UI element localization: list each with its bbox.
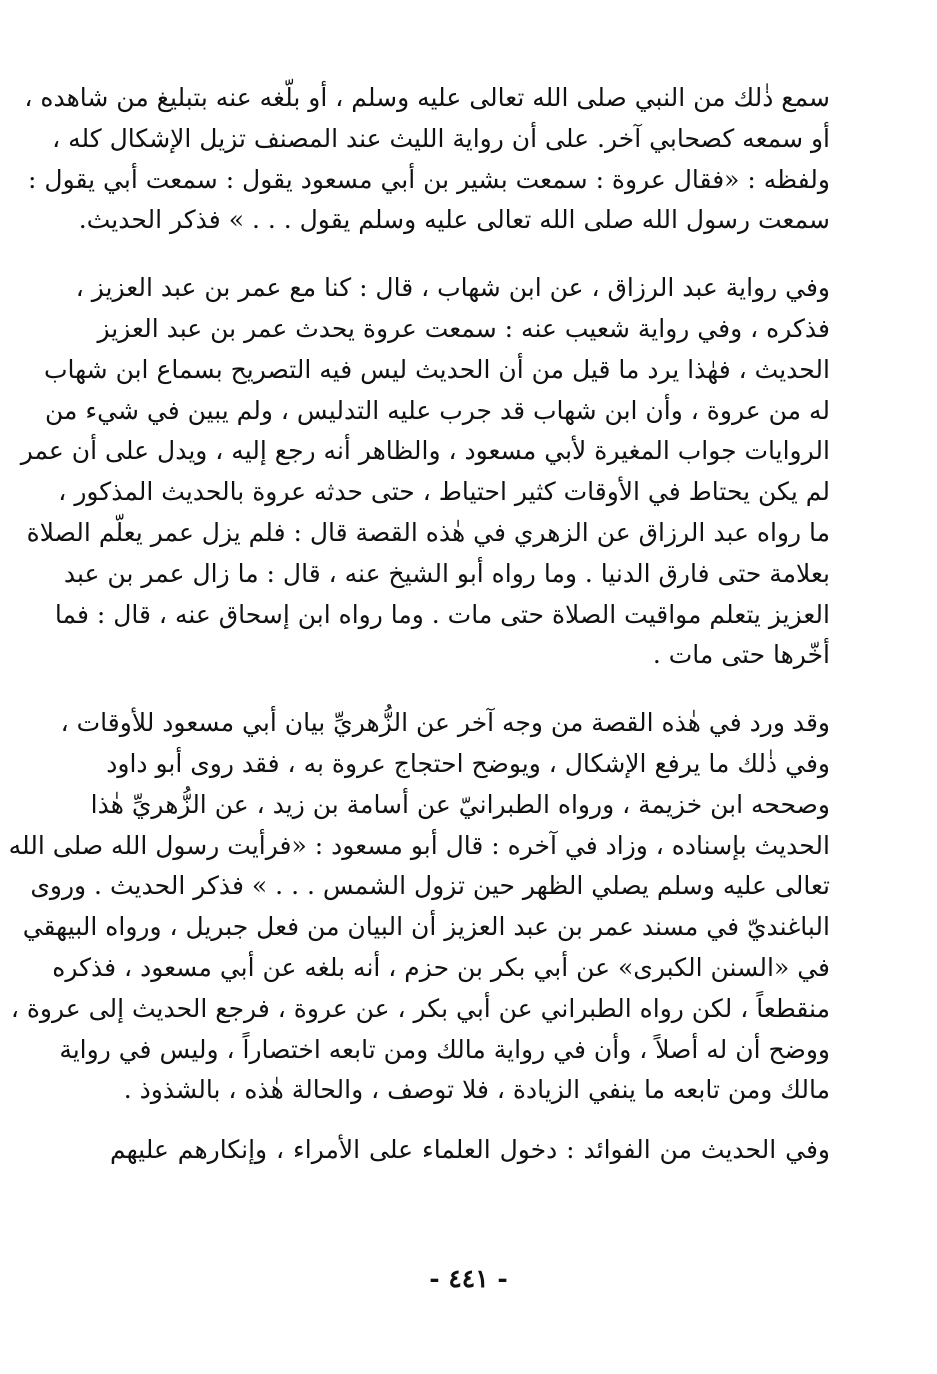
text-line: منقطعاً ، لكن رواه الطبراني عن أبي بكر ، عن عروة ، فرجع الحديث إلى عروة ، — [10, 993, 830, 1023]
page-body — [8, 78, 830, 1171]
text-line: الروايات جواب المغيرة لأبي مسعود ، والظاهر أنه رجع إليه ، ويدل على أن عمر — [20, 436, 830, 466]
page-number: - ٤٤١ - — [429, 1264, 508, 1293]
paragraph-1 — [24, 78, 830, 241]
paragraph-3 — [8, 703, 830, 1111]
text-line: الحديث بإسناده ، وزاد في آخره : قال أبو مسعود : «فرأيت رسول الله صلى الله — [8, 830, 830, 860]
text-line: أخّرها حتى مات . — [652, 640, 830, 670]
text-line: ووضح أن له أصلاً ، وأن في رواية مالك ومن تابعه اختصاراً ، وليس في رواية — [59, 1034, 830, 1064]
text-line: وصححه ابن خزيمة ، ورواه الطبرانيّ عن أسامة بن زيد ، عن الزُّهريِّ هٰذا — [90, 789, 830, 819]
text-line: وفي ذٰلك ما يرفع الإشكال ، ويوضح احتجاج عروة به ، فقد روى أبو داود — [106, 748, 830, 778]
text-line: تعالى عليه وسلم يصلي الظهر حين تزول الشمس . . . » فذكر الحديث . وروى — [30, 871, 830, 901]
text-line: العزيز يتعلم مواقيت الصلاة حتى مات . وما رواه ابن إسحاق عنه ، قال : فما — [54, 599, 830, 629]
text-line: مالك ومن تابعه ما ينفي الزيادة ، فلا توصف ، والحالة هٰذه ، بالشذوذ . — [123, 1075, 830, 1105]
paragraph-2 — [20, 268, 830, 676]
text-line: وقد ورد في هٰذه القصة من وجه آخر عن الزُّهريِّ بيان أبي مسعود للأوقات ، — [60, 708, 830, 738]
text-line: فذكره ، وفي رواية شعيب عنه : سمعت عروة يحدث عمر بن عبد العزيز — [97, 313, 830, 343]
text-line: له من عروة ، وأن ابن شهاب قد جرب عليه التدليس ، ولم يبين في شيء من — [45, 395, 830, 425]
text-line: وفي الحديث من الفوائد : دخول العلماء على الأمراء ، وإنكارهم عليهم — [110, 1135, 830, 1165]
text-line: وفي رواية عبد الرزاق ، عن ابن شهاب ، قال : كنا مع عمر بن عبد العزيز ، — [75, 273, 830, 303]
text-line: الباغنديّ في مسند عمر بن عبد العزيز أن البيان من فعل جبريل ، ورواه البيهقي — [22, 912, 830, 942]
text-line: في «السنن الكبرى» عن أبي بكر بن حزم ، أنه بلغه عن أبي مسعود ، فذكره — [52, 952, 830, 982]
text-line: بعلامة حتى فارق الدنيا . وما رواه أبو الشيخ عنه ، قال : ما زال عمر بن عبد — [63, 558, 830, 588]
text-line: لم يكن يحتاط في الأوقات كثير احتياط ، حتى حدثه عروة بالحديث المذكور ، — [58, 477, 830, 507]
text-line: سمعت رسول الله صلى الله تعالى عليه وسلم يقول . . . » فذكر الحديث. — [78, 205, 830, 235]
text-line: أو سمعه كصحابي آخر. على أن رواية الليث عند المصنف تزيل الإشكال كله ، — [52, 123, 830, 153]
text-line: الحديث ، فهٰذا يرد ما قيل من أن الحديث ليس فيه التصريح بسماع ابن شهاب — [44, 354, 830, 384]
text-line: سمع ذٰلك من النبي صلى الله تعالى عليه وسلم ، أو بلّغه عنه بتبليغ من شاهده ، — [24, 83, 830, 112]
paragraph-4 — [110, 1130, 830, 1171]
text-line: ولفظه : «فقال عروة : سمعت بشير بن أبي مسعود يقول : سمعت أبي يقول : — [28, 164, 830, 194]
text-line: ما رواه عبد الرزاق عن الزهري في هٰذه القصة قال : فلم يزل عمر يعلّم الصلاة — [26, 517, 830, 547]
